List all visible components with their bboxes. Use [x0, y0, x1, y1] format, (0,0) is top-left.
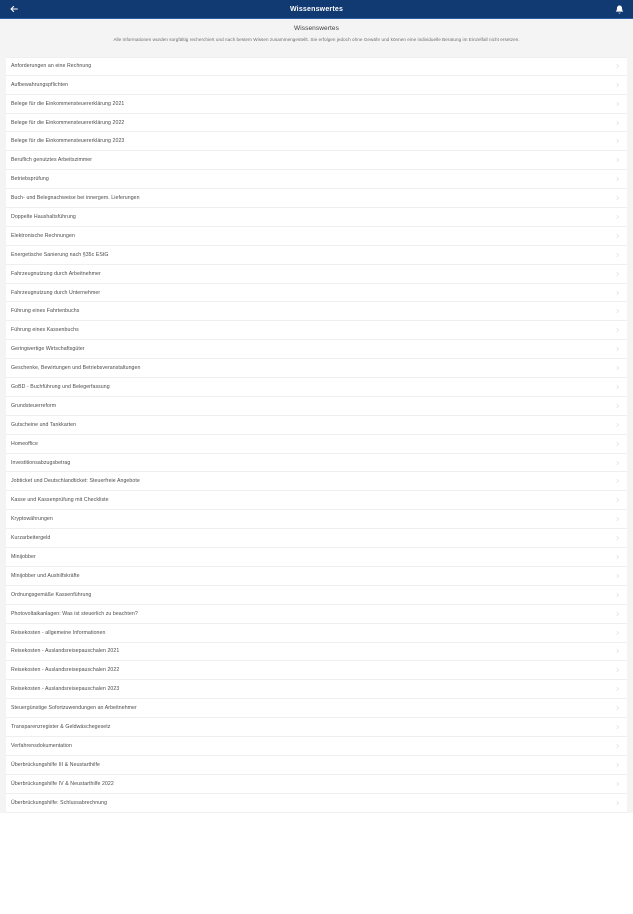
- list-item[interactable]: [6, 302, 627, 321]
- list-item-label: Fahrzeugnutzung durch Arbeitnehmer: [11, 270, 101, 277]
- list-item[interactable]: [6, 794, 627, 813]
- list-item[interactable]: [6, 605, 627, 624]
- list-item-label: Energetische Sanierung nach §35c EStG: [11, 251, 109, 258]
- list-item-label: Verfahrensdokumentation: [11, 742, 72, 749]
- chevron-right-icon: [614, 289, 620, 297]
- chevron-right-icon: [614, 440, 620, 448]
- list-item-label: Belege für die Einkommensteuererklärung 2021: [11, 100, 125, 107]
- chevron-right-icon: [614, 629, 620, 637]
- chevron-right-icon: [614, 100, 620, 108]
- chevron-right-icon: [614, 307, 620, 315]
- chevron-right-icon: [614, 515, 620, 523]
- chevron-right-icon: [614, 326, 620, 334]
- list-item-label: Führung eines Fahrtenbuchs: [11, 308, 80, 315]
- chevron-right-icon: [614, 459, 620, 467]
- list-item-label: Belege für die Einkommensteuererklärung 2022: [11, 119, 125, 126]
- list-item[interactable]: [6, 529, 627, 548]
- chevron-right-icon: [614, 704, 620, 712]
- list-item-label: Aufbewahrungspflichten: [11, 81, 69, 88]
- list-item[interactable]: [6, 775, 627, 794]
- chevron-right-icon: [614, 477, 620, 485]
- list-item-label: Anforderungen an eine Rechnung: [11, 63, 92, 70]
- list-item[interactable]: [6, 643, 627, 662]
- list-item-label: Überbrückungshilfe IV & Neustarthilfe 2022: [11, 780, 114, 787]
- list-item[interactable]: [6, 57, 627, 76]
- list-item-label: Investitionsabzugsbetrag: [11, 459, 71, 466]
- list-item[interactable]: [6, 189, 627, 208]
- page-title: Wissenswertes: [289, 5, 344, 13]
- list-item[interactable]: [6, 151, 627, 170]
- topic-list: [6, 57, 627, 813]
- list-item[interactable]: [6, 378, 627, 397]
- chevron-right-icon: [614, 780, 620, 788]
- chevron-right-icon: [614, 383, 620, 391]
- list-item-label: Ordnungsgemäße Kassenführung: [11, 591, 92, 598]
- chevron-right-icon: [614, 761, 620, 769]
- list-item[interactable]: [6, 265, 627, 284]
- list-item[interactable]: [6, 227, 627, 246]
- chevron-right-icon: [614, 345, 620, 353]
- chevron-right-icon: [614, 232, 620, 240]
- chevron-right-icon: [614, 742, 620, 750]
- list-item[interactable]: [6, 435, 627, 454]
- chevron-right-icon: [614, 175, 620, 183]
- list-item[interactable]: [6, 718, 627, 737]
- list-item[interactable]: [6, 397, 627, 416]
- list-item[interactable]: [6, 510, 627, 529]
- chevron-right-icon: [614, 799, 620, 807]
- intro-heading: Wissenswertes: [293, 25, 339, 32]
- list-item[interactable]: [6, 340, 627, 359]
- chevron-right-icon: [614, 534, 620, 542]
- list-item[interactable]: [6, 472, 627, 491]
- list-item-label: Reisekosten - Auslandsreisepauschalen 2022: [11, 667, 120, 674]
- topic-list-scroll-area[interactable]: [0, 53, 633, 813]
- list-item[interactable]: [6, 95, 627, 114]
- chevron-right-icon: [614, 213, 620, 221]
- list-item[interactable]: [6, 208, 627, 227]
- intro-description: Alle Informationen wurden sorgfältig recherchiert und nach bestem Wissen zusammengestellt. Sie erfolgen jedoch ohne Gewähr und können eine individuelle Beratung im Einzelfall nicht ersetzen.: [113, 37, 520, 42]
- list-item-label: Geringwertige Wirtschaftsgüter: [11, 346, 85, 353]
- bottom-empty-area: [0, 813, 633, 914]
- list-item-label: Fahrzeugnutzung durch Unternehmer: [11, 289, 101, 296]
- chevron-right-icon: [614, 137, 620, 145]
- chevron-right-icon: [614, 156, 620, 164]
- list-item-label: Kasse und Kassenprüfung mit Checkliste: [11, 497, 109, 504]
- list-item[interactable]: [6, 416, 627, 435]
- chevron-right-icon: [614, 591, 620, 599]
- chevron-right-icon: [614, 572, 620, 580]
- chevron-right-icon: [614, 553, 620, 561]
- list-item-label: Jobticket und Deutschlandticket: Steuerfreie Angebote: [11, 478, 140, 485]
- chevron-right-icon: [614, 647, 620, 655]
- chevron-right-icon: [614, 194, 620, 202]
- list-item[interactable]: [6, 246, 627, 265]
- chevron-right-icon: [614, 62, 620, 70]
- chevron-right-icon: [614, 610, 620, 618]
- list-item[interactable]: [6, 132, 627, 151]
- list-item[interactable]: [6, 680, 627, 699]
- list-item[interactable]: [6, 699, 627, 718]
- list-item[interactable]: [6, 170, 627, 189]
- list-item-label: Steuergünstige Sofortzuwendungen an Arbeitnehmer: [11, 705, 137, 712]
- list-item-label: Überbrückungshilfe: Schlussabrechnung: [11, 799, 108, 806]
- list-item-label: Kurzarbeitergeld: [11, 535, 51, 542]
- list-item[interactable]: [6, 567, 627, 586]
- list-item[interactable]: [6, 114, 627, 133]
- chevron-right-icon: [614, 496, 620, 504]
- chevron-right-icon: [614, 364, 620, 372]
- list-item-label: Führung eines Kassenbuchs: [11, 327, 79, 334]
- list-item-label: Photovoltaikanlagen: Was ist steuerlich zu beachten?: [11, 610, 138, 617]
- list-item-label: Reisekosten - Auslandsreisepauschalen 2021: [11, 648, 120, 655]
- list-item[interactable]: [6, 491, 627, 510]
- list-item-label: Reisekosten - allgemeine Informationen: [11, 629, 106, 636]
- list-item-label: Überbrückungshilfe III & Neustarthilfe: [11, 761, 100, 768]
- list-item[interactable]: [6, 76, 627, 95]
- list-item-label: Geschenke, Bewirtungen und Betriebsveranstaltungen: [11, 365, 141, 372]
- list-item-label: Doppelte Haushaltsführung: [11, 213, 76, 220]
- chevron-right-icon: [614, 421, 620, 429]
- list-item-label: Homeoffice: [11, 440, 38, 447]
- list-item-label: Grundsteuerreform: [11, 402, 57, 409]
- chevron-right-icon: [614, 666, 620, 674]
- chevron-right-icon: [614, 270, 620, 278]
- list-item-label: Kryptowährungen: [11, 516, 53, 523]
- list-item[interactable]: [6, 321, 627, 340]
- bell-icon[interactable]: [613, 3, 625, 15]
- list-item[interactable]: [6, 756, 627, 775]
- list-item[interactable]: [6, 454, 627, 473]
- list-item-label: Gutscheine und Tankkarten: [11, 421, 77, 428]
- list-item-label: Reisekosten - Auslandsreisepauschalen 2023: [11, 686, 120, 693]
- list-item-label: Belege für die Einkommensteuererklärung 2023: [11, 138, 125, 145]
- list-item[interactable]: [6, 284, 627, 303]
- chevron-right-icon: [614, 723, 620, 731]
- list-item[interactable]: [6, 586, 627, 605]
- list-item-label: Beruflich genutztes Arbeitszimmer: [11, 157, 93, 164]
- list-item-label: GoBD - Buchführung und Belegerfassung: [11, 383, 110, 390]
- list-item-label: Betriebsprüfung: [11, 176, 49, 183]
- chevron-right-icon: [614, 119, 620, 127]
- list-item[interactable]: [6, 737, 627, 756]
- list-item-label: Minijobber: [11, 553, 36, 560]
- chevron-right-icon: [614, 251, 620, 259]
- list-item[interactable]: [6, 661, 627, 680]
- list-item[interactable]: [6, 624, 627, 643]
- intro-block: [0, 19, 633, 53]
- chevron-right-icon: [614, 402, 620, 410]
- chevron-right-icon: [614, 81, 620, 89]
- back-arrow-icon[interactable]: [8, 3, 20, 15]
- list-item-label: Buch- und Belegnachweise bei innergem. Lieferungen: [11, 195, 140, 202]
- list-item-label: Transparenzregister & Geldwäschegesetz: [11, 724, 111, 730]
- app-bar: [0, 0, 633, 19]
- list-item-label: Minijobber und Aushilfskräfte: [11, 572, 80, 579]
- list-item[interactable]: [6, 548, 627, 567]
- list-item[interactable]: [6, 359, 627, 378]
- chevron-right-icon: [614, 685, 620, 693]
- list-item-label: Elektronische Rechnungen: [11, 232, 75, 239]
